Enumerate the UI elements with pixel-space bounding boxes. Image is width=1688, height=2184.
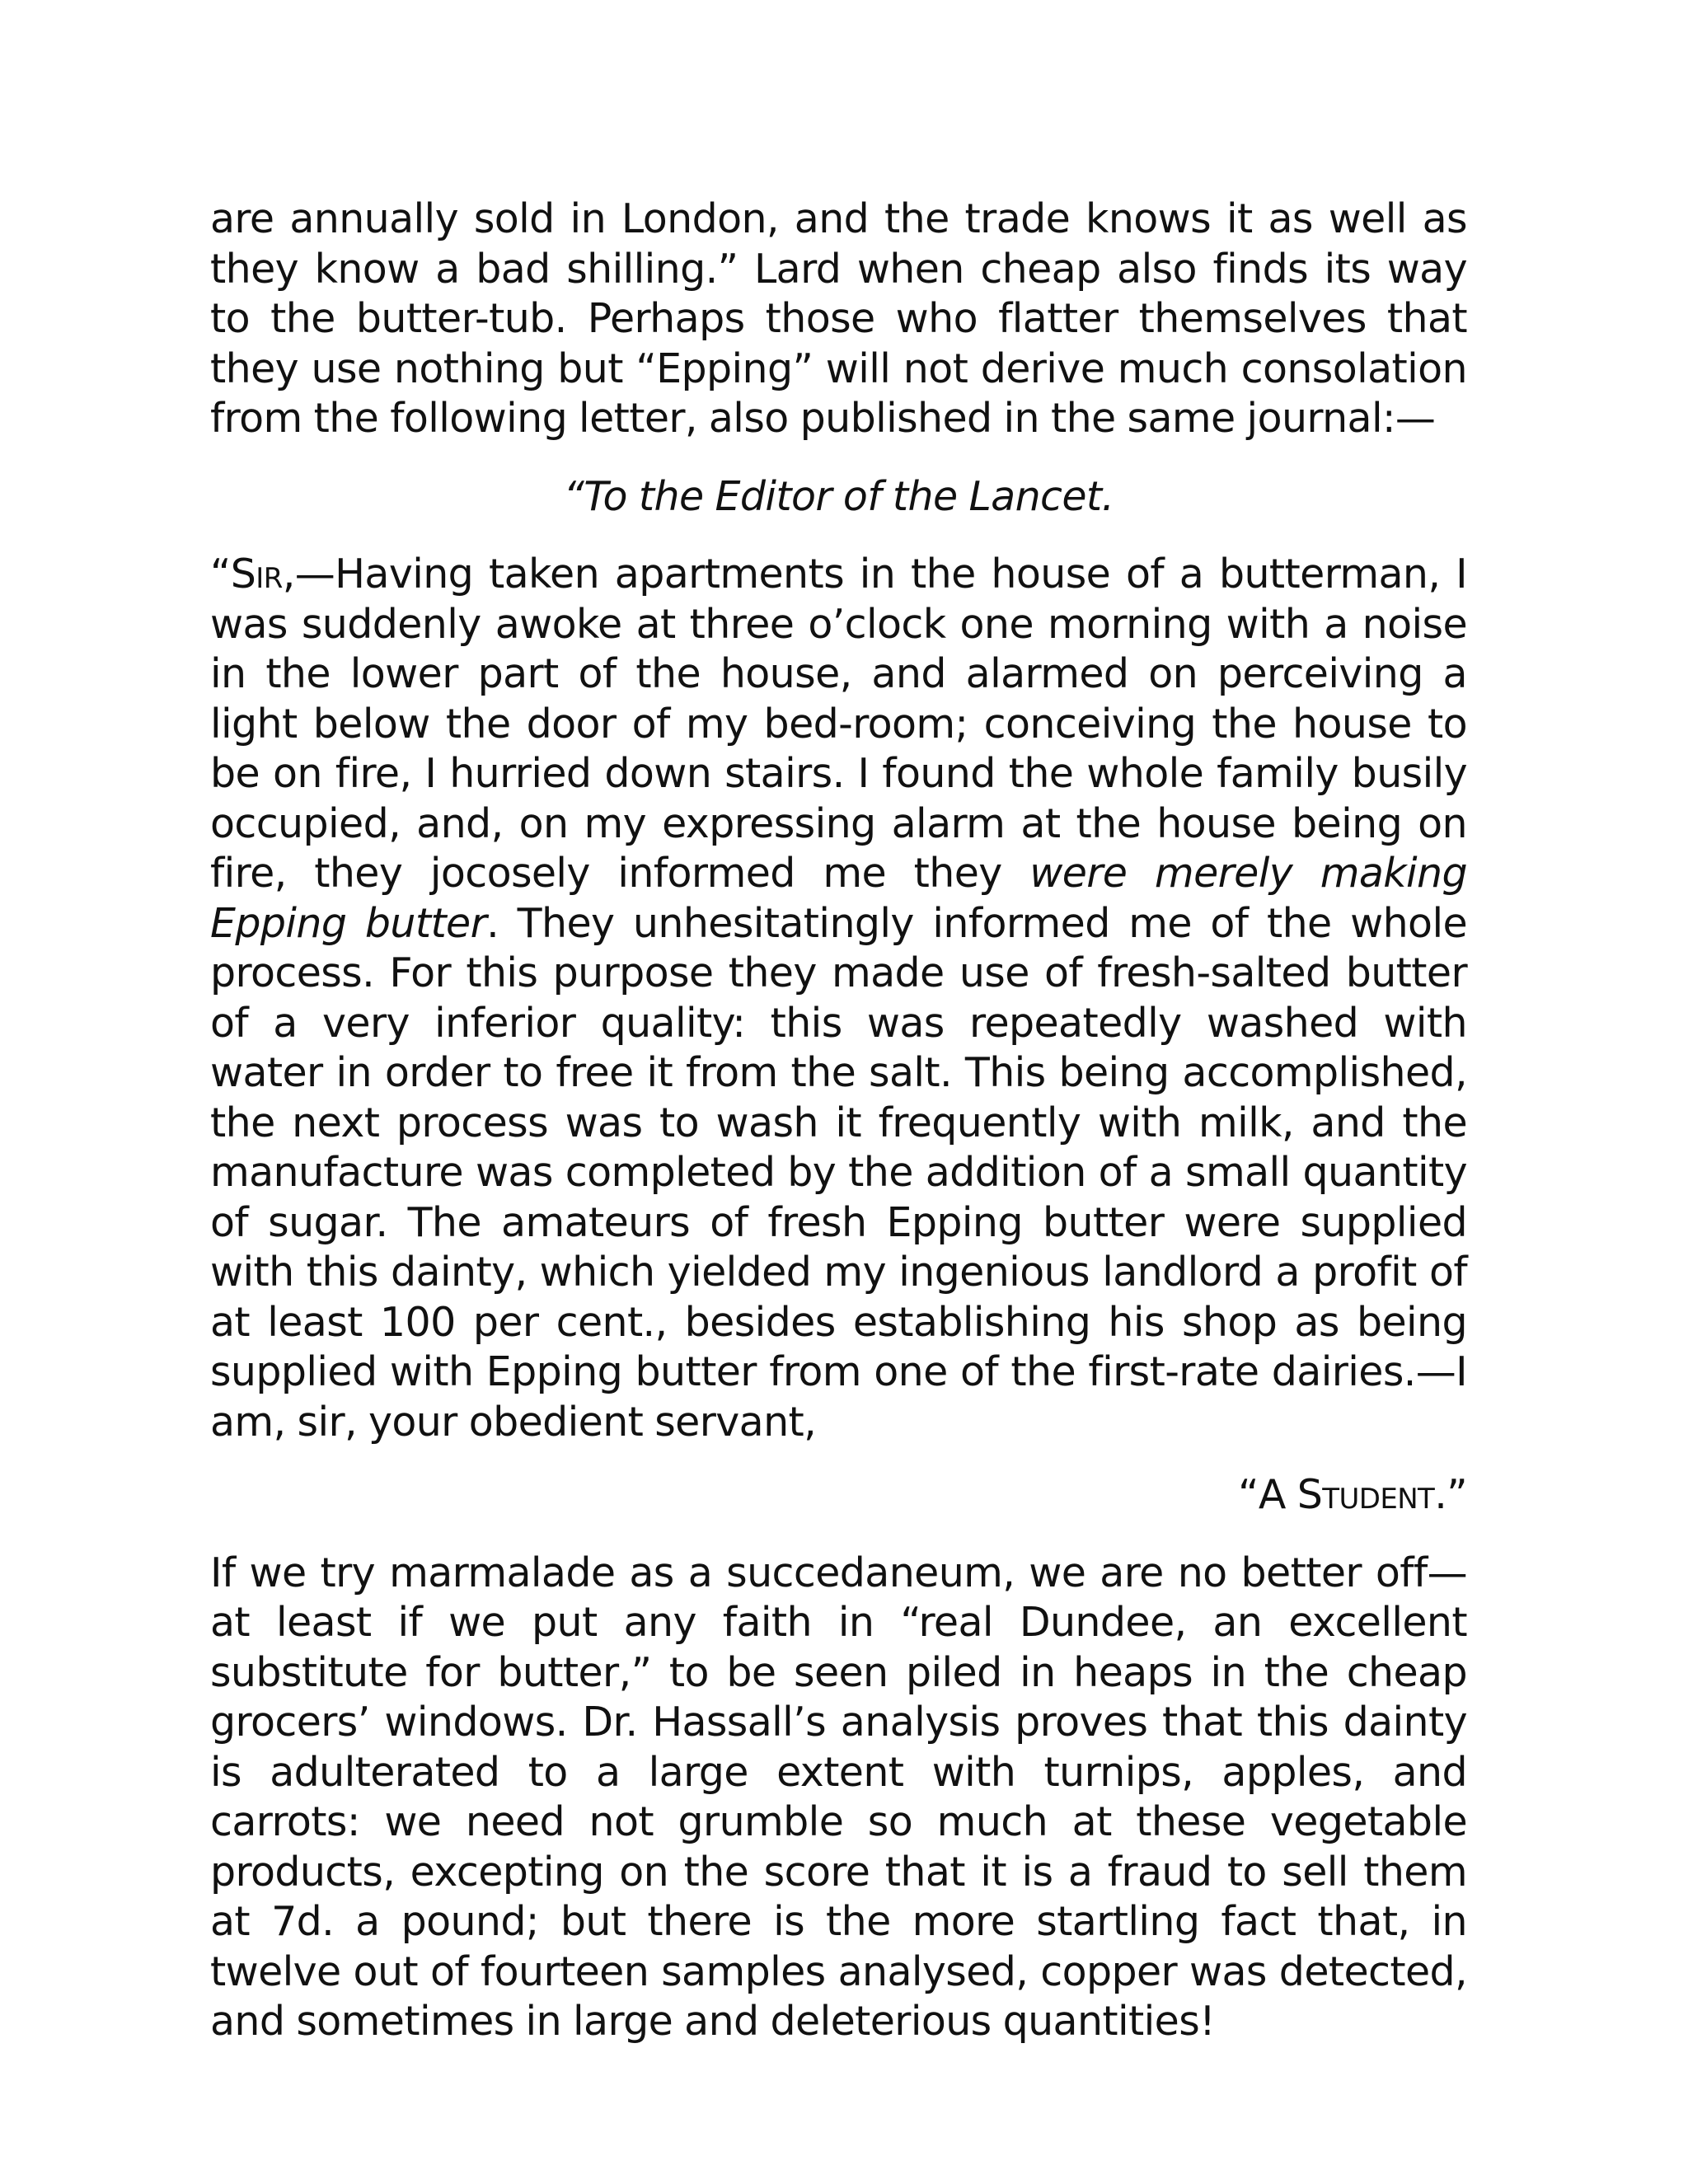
signature-close-quote: .” — [1434, 1471, 1467, 1518]
letter-open-quote: “ — [210, 551, 231, 598]
paragraph-intro: are annually sold in London, and the trade knows it as well as they know a bad shilling.” Lard when cheap also finds its way to the butter-tub. Perhaps those who flatter themselves that they use nothing but “Epping” will not derive much consolation from the following letter, also published in the same journal:— — [210, 195, 1467, 442]
letter-emphasis: were merely making Epping butter — [210, 850, 1468, 947]
signature-open-quote: “ — [1238, 1471, 1259, 1518]
paragraph-marmalade: If we try marmalade as a succedaneum, we are no better off—at least if we put any faith in “real Dundee, an excellent substitute for butter,” to be seen piled in heaps in the cheap grocers’ windows. Dr. Hassall’s analysis proves that this dainty is adulterated to a large extent with turnips, apples, and carrots: we need not grumble so much at these vegetable products, excepting on the score that it is a fraud to sell them at 7d. a pound; but there is the more startling fact that, in twelve out of fourteen samples analysed, copper was detected, and sometimes in large and deleterious quantities! — [210, 1549, 1467, 2045]
letter-heading: “To the Editor of the Lancet. — [563, 472, 1114, 520]
letter-salutation: Sir — [230, 551, 283, 598]
letter-text-part2: . They unhesitatingly informed me of the whole process. For this purpose they made use of fresh-salted butter of a very inferior quality: this was repeatedly washed with water in order to free it from the salt. This being accomplished, the next process was to wash it frequently with milk, and the manufacture was completed by the addition of a small quantity of sugar. The amateurs of fresh Epping butter were supplied with this dainty, which yielded my ingenious landlord a profit of at least 100 per cent., besides establishing his shop as being supplied with Epping butter from one of the first-rate dairies.—I am, sir, your obedient servant, — [210, 899, 1467, 1446]
letter-body — [210, 550, 1467, 1447]
letter-signature — [210, 1470, 1467, 1521]
letter-text-part1: ,—Having taken apartments in the house of a butterman, I was suddenly awoke at three o’clock one morning with a noise in the lower part of the house, and alarmed on perceiving a light below the door of my bed-room; conceiving the house to be on fire, I hurried down stairs. I found the whole family busily occupied, and, on my expressing alarm at the house being on fire, they jocosely informed me they — [210, 551, 1467, 897]
signature-name: A Student — [1258, 1471, 1435, 1518]
page-body — [210, 194, 1467, 2047]
